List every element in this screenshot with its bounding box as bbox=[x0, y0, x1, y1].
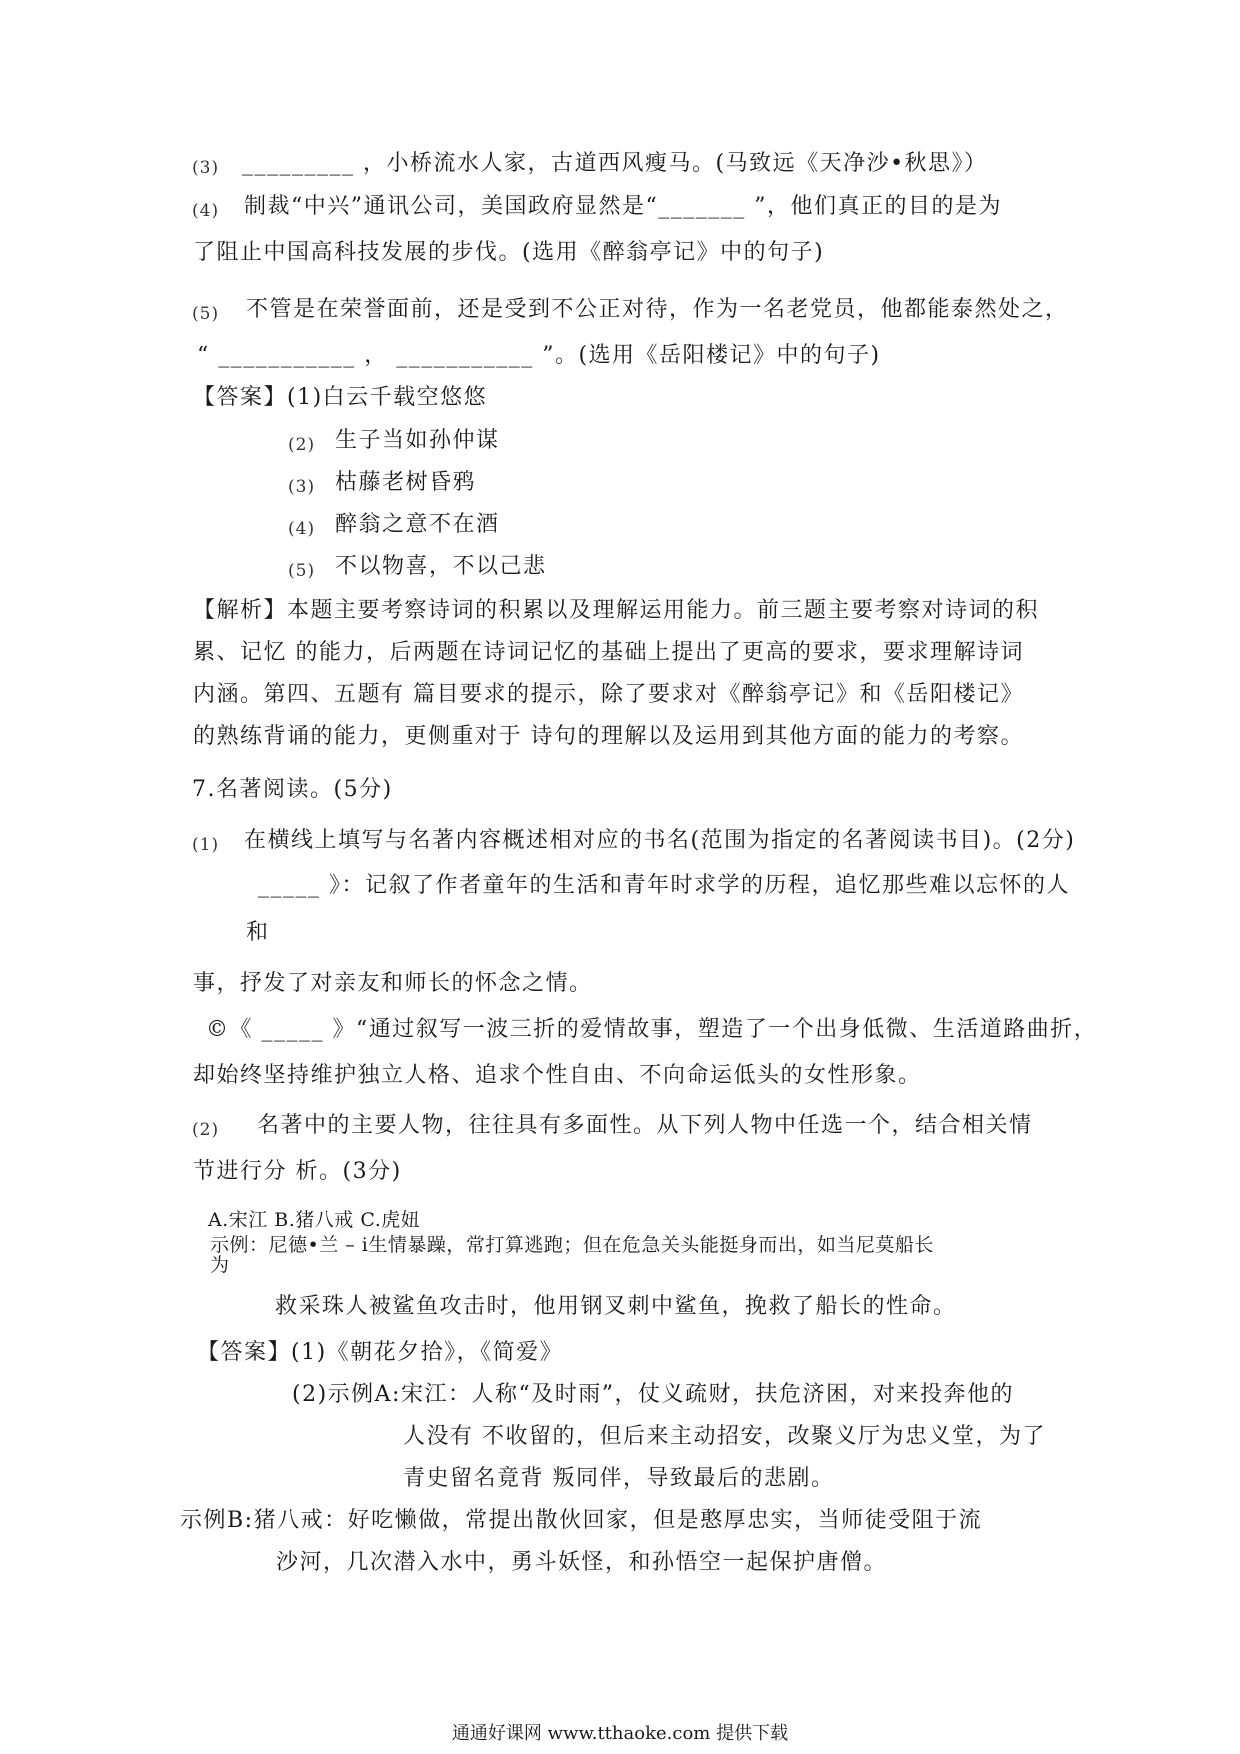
answer-line: 人没有 不收留的，但后来主动招安，改聚义厅为忠义堂，为了 bbox=[403, 1424, 1046, 1449]
analysis-line: 累、记忆 的能力，后两题在诗词记忆的基础上提出了更高的要求，要求理解诗词 bbox=[193, 640, 1024, 665]
example-line: 示例：尼德•兰 – i生情暴躁，常打算逃跑；但在危急关头能挺身而出，如当尼莫船长 bbox=[210, 1234, 934, 1256]
answer-line: 枯藤老树昏鸦 bbox=[335, 470, 477, 495]
choices-line: A.宋江 B.猪八戒 C.虎妞 bbox=[208, 1209, 421, 1231]
item-number: (2) bbox=[288, 435, 316, 455]
page-footer: 通通好课网 www.tthaoke.com 提供下载 bbox=[451, 1723, 789, 1744]
text-line: “ ___________ ， ___________ ”。(选用《岳阳楼记》中的句子) bbox=[197, 343, 881, 368]
item-number: (4) bbox=[192, 201, 220, 221]
answer-heading: 【答案】(1)《朝花夕拾》，《简爱》 bbox=[197, 1340, 564, 1365]
question-line: 却始终坚持维护独立人格、追求个性自由、不向命运低头的女性形象。 bbox=[193, 1063, 922, 1088]
example-line: 救采珠人被鲨鱼攻击时，他用钢叉刺中鲨鱼，挽救了船长的性命。 bbox=[275, 1294, 957, 1319]
question-line: ©《 _____ 》“通过叙写一波三折的爱情故事，塑造了一个出身低微、生活道路曲折， bbox=[206, 1017, 1098, 1042]
answer-line: 不以物喜，不以己悲 bbox=[335, 554, 547, 579]
answer-line: 青史留名竟背 叛同伴，导致最后的悲剧。 bbox=[403, 1466, 835, 1491]
text-line: 了阻止中国高科技发展的步伐。(选用《醉翁亭记》中的句子) bbox=[193, 240, 825, 265]
question-heading: 7.名著阅读。(5分) bbox=[192, 777, 393, 802]
analysis-line: 的熟练背诵的能力，更侧重对于 诗句的理解以及运用到其他方面的能力的考察。 bbox=[193, 724, 1024, 749]
question-line: 事，抒发了对亲友和师长的怀念之情。 bbox=[193, 971, 593, 996]
answer-line: (2)示例A:宋江：人称“及时雨”，仗义疏财，扶危济困，对来投奔他的 bbox=[292, 1382, 1014, 1407]
answer-line: 沙河，几次潜入水中，勇斗妖怪，和孙悟空一起保护唐僧。 bbox=[276, 1550, 888, 1575]
question-line: 名著中的主要人物，往往具有多面性。从下列人物中任选一个，结合相关情 bbox=[257, 1113, 1033, 1138]
answer-line: 醉翁之意不在酒 bbox=[335, 512, 500, 537]
question-line: _____ 》：记叙了作者童年的生活和青年时求学的历程，追忆那些难以忘怀的人 bbox=[258, 873, 1070, 898]
analysis-line: 【解析】本题主要考察诗词的积累以及理解运用能力。前三题主要考察对诗词的积 bbox=[193, 598, 1040, 623]
question-line: 和 bbox=[246, 920, 270, 945]
text-line: _________ ，小桥流水人家，古道西风瘦马。(马致远《天净沙•秋思》） bbox=[242, 151, 988, 176]
item-number: (1) bbox=[192, 835, 220, 855]
example-line: 为 bbox=[210, 1254, 230, 1276]
text-line: 不管是在荣誉面前，还是受到不公正对待，作为一名老党员，他都能泰然处之， bbox=[246, 297, 1069, 322]
item-number: (5) bbox=[192, 304, 220, 324]
item-number: (4) bbox=[288, 519, 316, 539]
answer-heading: 【答案】(1)白云千载空悠悠 bbox=[193, 385, 488, 410]
answer-line: 示例B:猪八戒：好吃懒做，常提出散伙回家，但是憨厚忠实，当师徒受阻于流 bbox=[180, 1508, 983, 1533]
analysis-line: 内涵。第四、五题有 篇目要求的提示，除了要求对《醉翁亭记》和《岳阳楼记》 bbox=[193, 682, 1024, 707]
question-line: 在横线上填写与名著内容概述相对应的书名(范围为指定的名著阅读书目)。(2分) bbox=[244, 828, 1076, 853]
question-line: 节进行分 析。(3分) bbox=[193, 1159, 402, 1184]
answer-line: 生子当如孙仲谋 bbox=[335, 428, 500, 453]
text-line: 制裁“中兴”通讯公司，美国政府显然是“_______ ”，他们真正的目的是为 bbox=[244, 194, 1002, 219]
item-number: (2) bbox=[192, 1120, 220, 1140]
item-number: (3) bbox=[192, 158, 220, 178]
item-number: (3) bbox=[288, 477, 316, 497]
item-number: (5) bbox=[288, 561, 316, 581]
